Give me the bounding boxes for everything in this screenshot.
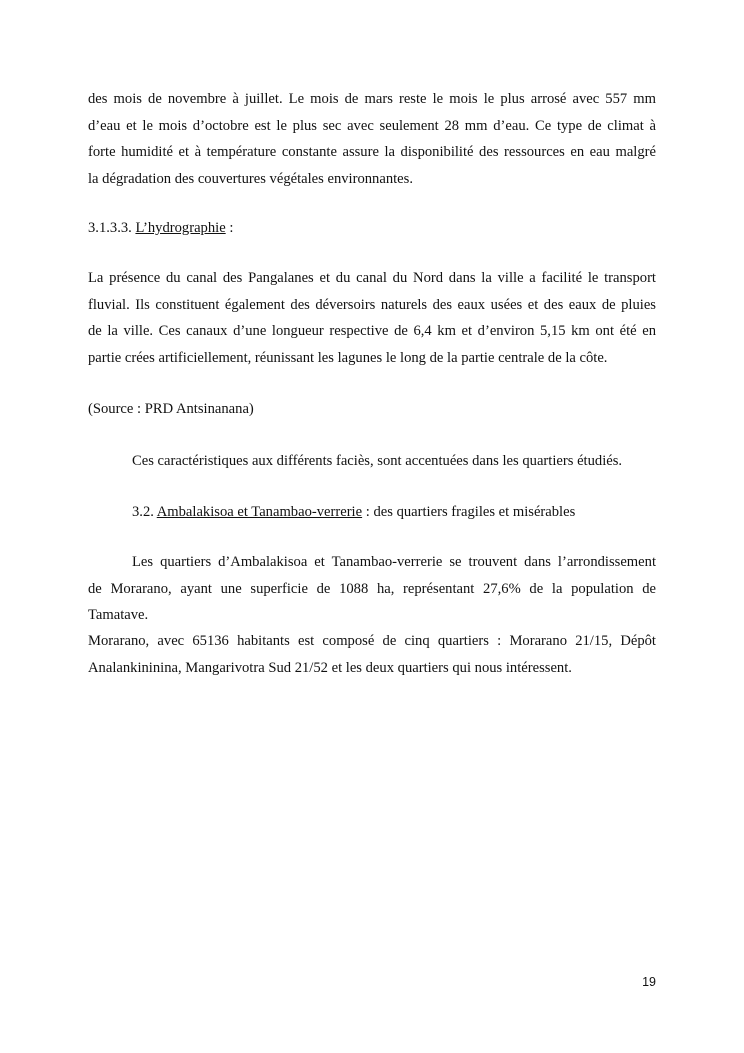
text-line: La présence du canal des Pangalanes et du canal du Nord dans la ville a facilité le transport (88, 270, 656, 286)
heading-suffix: : (225, 220, 234, 236)
paragraph-morarano (88, 628, 656, 681)
text-line: d’eau et le mois d’octobre est le plus sec avec seulement 28 mm d’eau. Ce type de climat à (88, 117, 656, 134)
heading-number: 3.1.3.3. (88, 220, 132, 236)
section-heading (132, 502, 575, 522)
page-number: 19 (642, 975, 656, 989)
paragraph-hydrography (88, 265, 656, 371)
paragraph-quarters (88, 549, 656, 629)
text-line: Analankininina, Mangarivotra Sud 21/52 et les deux quartiers qui nous intéressent. (88, 659, 572, 676)
text-line: partie crées artificiellement, réunissant les lagunes le long de la partie centrale de la côte. (88, 349, 608, 366)
hydrography-heading (88, 218, 233, 238)
text-line: des mois de novembre à juillet. Le mois de mars reste le mois le plus arrosé avec 557 mm (88, 91, 656, 107)
heading-title: Ambalakisoa et Tanambao-verrerie (156, 504, 363, 520)
source-note: (Source : PRD Antsinanana) (88, 401, 254, 417)
text-line: fluvial. Ils constituent également des déversoirs naturels des eaux usées et des eaux de pluies (88, 296, 656, 313)
heading-title: L’hydrographie (135, 220, 226, 236)
text-line: Les quartiers d’Ambalakisoa et Tanambao-verrerie se trouvent dans l’arrondissement (132, 554, 656, 570)
text-line: de Morarano, ayant une superficie de 1088 ha, représentant 27,6% de la population de (88, 580, 656, 597)
text-line: la dégradation des couvertures végétales environnantes. (88, 170, 413, 187)
heading-suffix: : des quartiers fragiles et misérables (362, 504, 576, 520)
text-line: de la ville. Ces canaux d’une longueur respective de 6,4 km et d’environ 5,15 km ont été en (88, 323, 656, 340)
paragraph-climate (88, 86, 656, 192)
text-line: Morarano, avec 65136 habitants est composé de cinq quartiers : Morarano 21/15, Dépôt (88, 633, 656, 649)
heading-number: 3.2. (132, 504, 154, 520)
text-line: forte humidité et à température constante assure la disponibilité des ressources en eau malgré (88, 144, 656, 161)
text-line: Tamatave. (88, 607, 149, 624)
characteristics-line: Ces caractéristiques aux différents faciès, sont accentuées dans les quartiers étudiés. (132, 453, 623, 469)
